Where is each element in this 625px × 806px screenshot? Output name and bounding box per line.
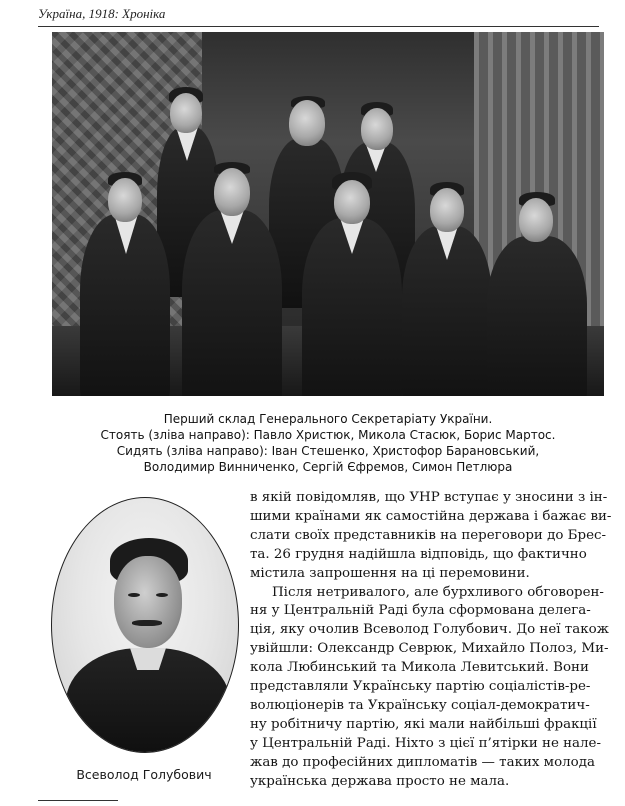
body-text [250,489,612,792]
footnote-rule [38,800,118,801]
photo-caption [52,411,604,475]
photo-person [182,162,282,396]
photo-person [487,192,587,396]
text-line: увійшли: Олександр Севрюк, Михайло Полоз, Ми- [250,641,609,657]
text-line: в якій повідомляв, що УНР вступає у зносини з ін- [250,490,608,505]
caption-line: Перший склад Генерального Секретаріату України. [163,412,493,426]
photo-person [80,172,170,396]
caption-line: Сидять (зліва направо): Іван Стешенко, Христофор Барановський, [116,444,540,458]
caption-line: Володимир Винниченко, Сергій Єфремов, Симон Петлюра [143,460,513,474]
header-rule [38,26,599,27]
text-line: представляли Українську партію соціалістів-ре- [250,679,591,695]
group-photograph [52,32,604,396]
text-line: у Центральній Раді. Ніхто з цієї п’ятірки не нале- [250,735,601,751]
text-line: українська держава просто не мала. [250,773,510,789]
text-line: шими країнами як самостійна держава і бажає ви- [250,508,612,524]
text-line: волюціонерів та Українську соціал-демократич- [250,697,590,713]
caption-line: Стоять (зліва направо): Павло Христюк, Микола Стасюк, Борис Мартос. [100,428,556,442]
text-line: кола Любинський та Микола Левитський. Вони [250,660,589,676]
text-line: ну робітничу партію, які мали найбільші фракції [250,716,597,732]
text-line: містила запрошення на ці перемовини. [250,565,530,581]
text-line: та. 26 грудня надійшла відповідь, що фактично [250,546,587,562]
portrait-photograph [51,497,239,753]
text-line: Після нетривалого, але бурхливого обговорен- [272,584,604,600]
text-line: жав до професійних дипломатів — таких молода [250,754,595,770]
photo-person [302,172,402,396]
photo-person [402,182,492,396]
text-line: слати своїх представників на переговори до Брес- [250,527,607,543]
text-line: ня у Центральній Раді була сформована делега- [250,603,591,619]
running-header: Україна, 1918: Хроніка [38,6,166,21]
text-line: ція, яку очолив Всеволод Голубович. До неї також [250,622,609,638]
portrait-caption: Всеволод Голубович [76,767,212,782]
